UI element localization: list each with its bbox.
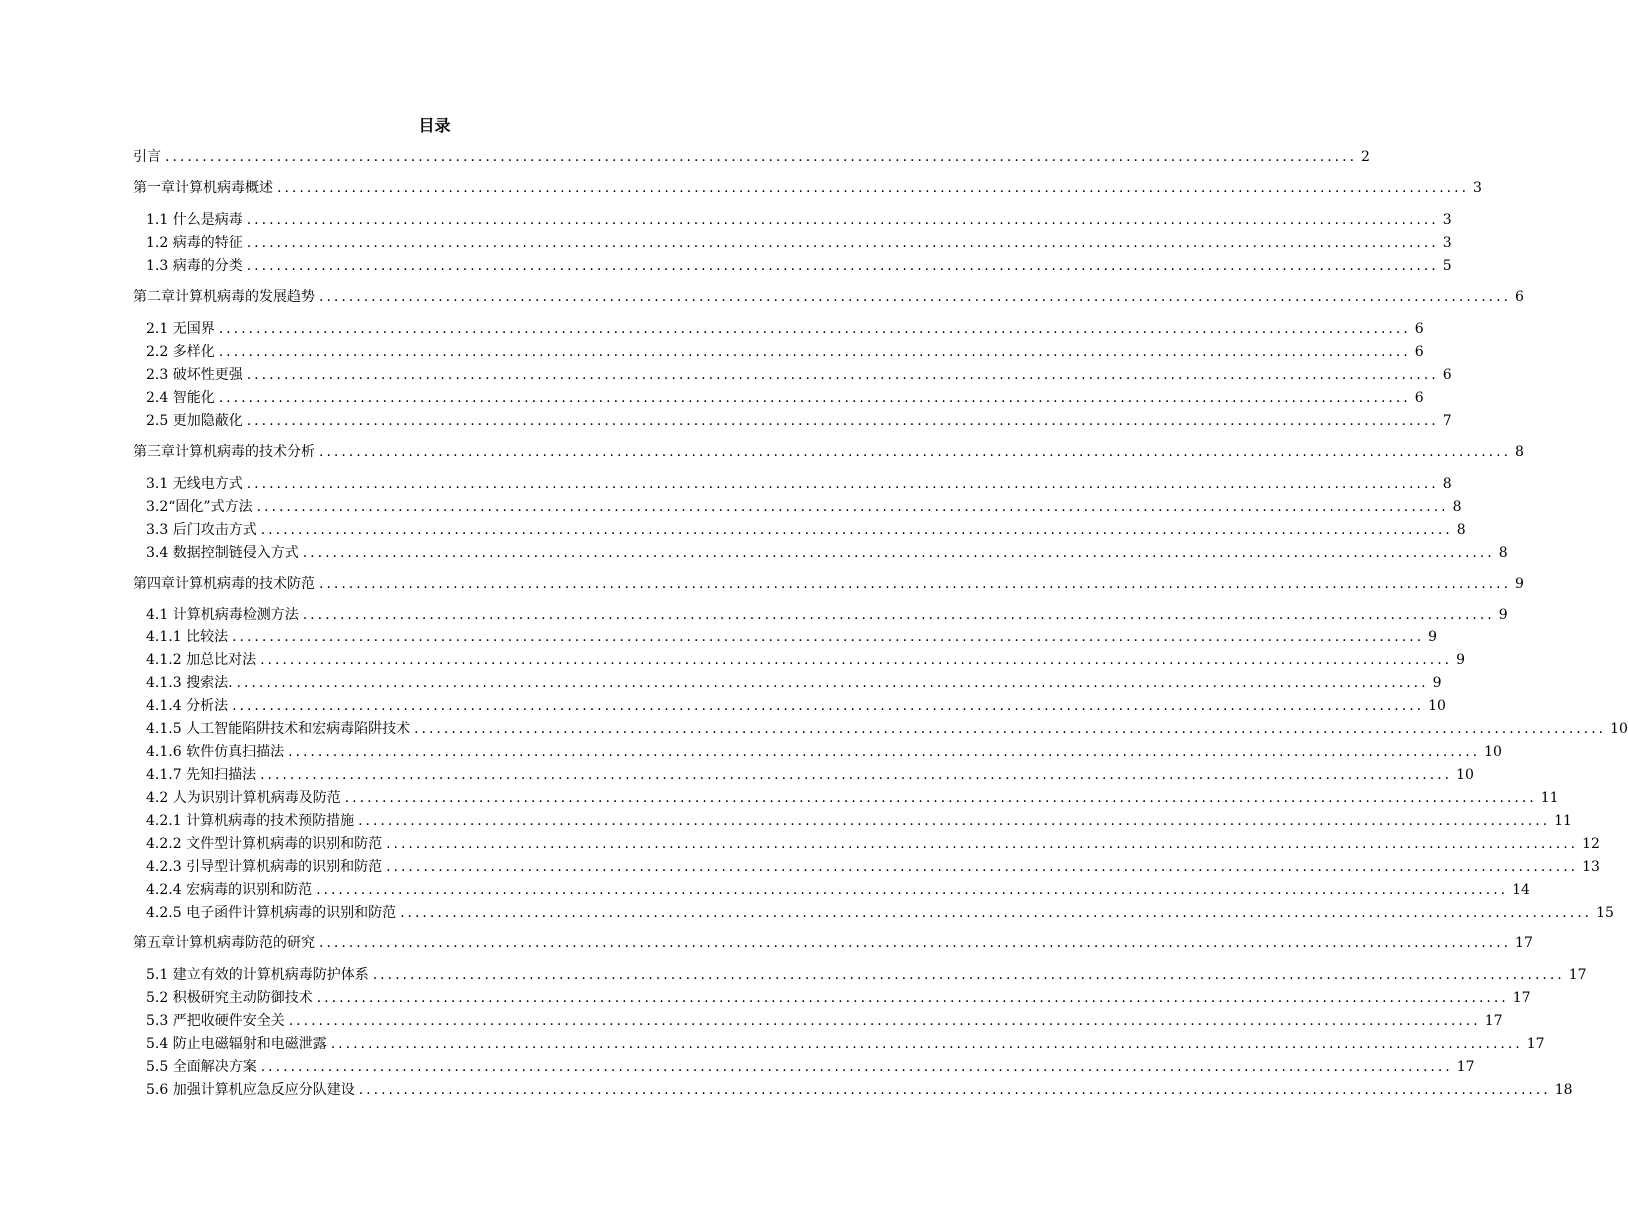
toc-section-row: [146, 1012, 1503, 1030]
toc-page-number: 10: [1428, 698, 1446, 714]
toc-entry-label: 引言: [133, 149, 161, 165]
toc-entry-label: 2.5 更加隐蔽化: [146, 413, 243, 429]
toc-chapter-row: [133, 934, 1533, 952]
toc-page-number: 8: [1452, 499, 1462, 515]
toc-entry-label: 2.3 破坏性更强: [146, 367, 243, 383]
toc-entry-label: 5.6 加强计算机应急反应分队建设: [146, 1082, 355, 1098]
toc-section-row: [146, 320, 1424, 338]
toc-section-row: [146, 966, 1587, 984]
toc-entry-label: 5.5 全面解决方案: [146, 1059, 257, 1075]
toc-leader-dots: ................................................................................................................................................................: [218, 344, 1411, 360]
toc-page-number: 17: [1456, 1059, 1475, 1075]
toc-leader-dots: ................................................................................................................................................................: [218, 390, 1411, 406]
toc-page-number: 14: [1512, 882, 1530, 898]
toc-page-number: 10: [1484, 744, 1502, 760]
toc-leader-dots: ................................................................................................................................................................: [260, 1059, 1453, 1075]
toc-leader-dots: ................................................................................................................................................................: [165, 149, 1358, 165]
toc-section-row: [146, 1081, 1573, 1099]
toc-leader-dots: ................................................................................................................................................................: [319, 444, 1512, 460]
toc-title: 目录: [418, 116, 451, 135]
toc-entry-label: 第一章计算机病毒概述: [133, 180, 273, 196]
toc-page-number: 3: [1473, 180, 1482, 196]
toc-page-number: 17: [1484, 1013, 1503, 1029]
toc-page-number: 18: [1554, 1082, 1573, 1098]
toc-page-number: 9: [1428, 629, 1438, 645]
toc-leader-dots: ................................................................................................................................................................: [277, 180, 1470, 196]
toc-entry-label: 5.1 建立有效的计算机病毒防护体系: [146, 967, 369, 983]
toc-leader-dots: ................................................................................................................................................................: [344, 790, 1537, 806]
toc-entry-label: 第三章计算机病毒的技术分析: [133, 444, 315, 460]
toc-entry-label: 3.2“固化”式方法: [146, 499, 253, 515]
toc-page-number: 9: [1432, 675, 1442, 691]
toc-page-number: 8: [1515, 444, 1524, 460]
toc-leader-dots: ................................................................................................................................................................: [319, 935, 1512, 951]
toc-page-number: 17: [1512, 990, 1531, 1006]
toc-leader-dots: ................................................................................................................................................................: [316, 990, 1509, 1006]
toc-section-row: [146, 628, 1438, 646]
toc-page-number: 9: [1456, 652, 1466, 668]
toc-leader-dots: ................................................................................................................................................................: [236, 675, 1429, 691]
toc-leader-dots: ................................................................................................................................................................: [319, 576, 1512, 592]
toc-page-number: 11: [1540, 790, 1559, 806]
toc-leader-dots: ................................................................................................................................................................: [288, 744, 1481, 760]
toc-chapter-row: [133, 575, 1524, 593]
toc-entry-label: 4.2.2 文件型计算机病毒的识别和防范: [146, 836, 383, 852]
toc-chapter-row: [133, 148, 1370, 166]
toc-section-row: [146, 389, 1424, 407]
toc-leader-dots: ................................................................................................................................................................: [386, 836, 1579, 852]
toc-leader-dots: ................................................................................................................................................................: [316, 882, 1509, 898]
toc-entry-label: 3.4 数据控制链侵入方式: [146, 545, 299, 561]
toc-entry-label: 第五章计算机病毒防范的研究: [133, 935, 315, 951]
toc-entry-label: 5.3 严把收硬件安全关: [146, 1013, 285, 1029]
toc-entry-label: 2.4 智能化: [146, 390, 215, 406]
toc-page-number: 5: [1442, 258, 1452, 274]
toc-leader-dots: ................................................................................................................................................................: [218, 321, 1411, 337]
toc-chapter-row: [133, 179, 1482, 197]
toc-section-row: [146, 743, 1502, 761]
toc-leader-dots: ................................................................................................................................................................: [246, 476, 1439, 492]
toc-page-number: 17: [1568, 967, 1587, 983]
toc-entry-label: 4.2 人为识别计算机病毒及防范: [146, 790, 341, 806]
toc-leader-dots: ................................................................................................................................................................: [256, 499, 1449, 515]
toc-section-row: [146, 521, 1466, 539]
toc-section-row: [146, 343, 1424, 361]
toc-page-number: 3: [1442, 212, 1452, 228]
toc-page-number: 12: [1582, 836, 1600, 852]
toc-section-row: [146, 858, 1600, 876]
toc-leader-dots: ................................................................................................................................................................: [330, 1036, 1523, 1052]
toc-page-number: 10: [1456, 767, 1474, 783]
toc-entry-label: 4.1.2 加总比对法: [146, 652, 257, 668]
toc-page-number: 17: [1526, 1036, 1545, 1052]
toc-page-number: 3: [1442, 235, 1452, 251]
toc-section-row: [146, 366, 1452, 384]
toc-entry-label: 2.1 无国界: [146, 321, 215, 337]
toc-entry-label: 2.2 多样化: [146, 344, 215, 360]
toc-entry-label: 5.4 防止电磁辐射和电磁泄露: [146, 1036, 327, 1052]
toc-leader-dots: ................................................................................................................................................................: [400, 905, 1593, 921]
toc-leader-dots: ................................................................................................................................................................: [358, 813, 1551, 829]
toc-leader-dots: ................................................................................................................................................................: [288, 1013, 1481, 1029]
toc-page-number: 13: [1582, 859, 1600, 875]
toc-section-row: [146, 1035, 1545, 1053]
toc-leader-dots: ................................................................................................................................................................: [246, 413, 1439, 429]
toc-leader-dots: ................................................................................................................................................................: [386, 859, 1579, 875]
toc-leader-dots: ................................................................................................................................................................: [260, 522, 1453, 538]
toc-chapter-row: [133, 288, 1524, 306]
toc-section-row: [146, 904, 1614, 922]
toc-entry-label: 1.1 什么是病毒: [146, 212, 243, 228]
toc-entry-label: 1.3 病毒的分类: [146, 258, 243, 274]
toc-page-number: 8: [1456, 522, 1466, 538]
toc-leader-dots: ................................................................................................................................................................: [302, 545, 1495, 561]
toc-entry-label: 4.1.4 分析法: [146, 698, 229, 714]
toc-entry-label: 第四章计算机病毒的技术防范: [133, 576, 315, 592]
toc-section-row: [146, 697, 1446, 715]
toc-entry-label: 4.2.1 计算机病毒的技术预防措施: [146, 813, 355, 829]
toc-entry-label: 5.2 积极研究主动防御技术: [146, 990, 313, 1006]
toc-entry-label: 4.2.4 宏病毒的识别和防范: [146, 882, 313, 898]
toc-leader-dots: ................................................................................................................................................................: [414, 721, 1607, 737]
toc-section-row: [146, 211, 1452, 229]
toc-page-number: 17: [1515, 935, 1533, 951]
toc-section-row: [146, 674, 1442, 692]
toc-section-row: [146, 1058, 1475, 1076]
toc-leader-dots: ................................................................................................................................................................: [232, 629, 1425, 645]
toc-entry-label: 4.1.1 比较法: [146, 629, 229, 645]
toc-leader-dots: ................................................................................................................................................................: [260, 652, 1453, 668]
toc-leader-dots: ................................................................................................................................................................: [319, 289, 1512, 305]
toc-leader-dots: ................................................................................................................................................................: [246, 235, 1439, 251]
toc-section-row: [146, 651, 1466, 669]
toc-page-number: 6: [1414, 390, 1424, 406]
toc-leader-dots: ................................................................................................................................................................: [372, 967, 1565, 983]
toc-page-number: 2: [1361, 149, 1370, 165]
toc-section-row: [146, 766, 1474, 784]
toc-entry-label: 4.1.7 先知扫描法: [146, 767, 257, 783]
toc-leader-dots: ................................................................................................................................................................: [246, 367, 1439, 383]
toc-section-row: [146, 989, 1531, 1007]
toc-section-row: [146, 412, 1452, 430]
toc-page-number: 6: [1414, 321, 1424, 337]
toc-section-row: [146, 789, 1559, 807]
toc-section-row: [146, 475, 1452, 493]
toc-page-number: 6: [1414, 344, 1424, 360]
toc-leader-dots: ................................................................................................................................................................: [302, 607, 1495, 623]
toc-section-row: [146, 720, 1628, 738]
toc-leader-dots: ................................................................................................................................................................: [246, 258, 1439, 274]
toc-page-number: 6: [1442, 367, 1452, 383]
toc-page-number: 9: [1515, 576, 1524, 592]
toc-entry-label: 4.2.3 引导型计算机病毒的识别和防范: [146, 859, 383, 875]
toc-section-row: [146, 812, 1572, 830]
toc-entry-label: 3.1 无线电方式: [146, 476, 243, 492]
toc-entry-label: 4.1 计算机病毒检测方法: [146, 607, 299, 623]
toc-entry-label: 4.2.5 电子函件计算机病毒的识别和防范: [146, 905, 397, 921]
toc-section-row: [146, 498, 1462, 516]
toc-page-number: 10: [1610, 721, 1628, 737]
toc-leader-dots: ................................................................................................................................................................: [232, 698, 1425, 714]
toc-chapter-row: [133, 443, 1524, 461]
toc-section-row: [146, 234, 1452, 252]
toc-section-row: [146, 257, 1452, 275]
toc-section-row: [146, 544, 1508, 562]
toc-page-number: 7: [1442, 413, 1452, 429]
toc-leader-dots: ................................................................................................................................................................: [260, 767, 1453, 783]
toc-section-row: [146, 606, 1508, 624]
toc-section-row: [146, 881, 1530, 899]
toc-entry-label: 1.2 病毒的特征: [146, 235, 243, 251]
toc-entry-label: 4.1.5 人工智能陷阱技术和宏病毒陷阱技术: [146, 721, 411, 737]
toc-entry-label: 4.1.6 软件仿真扫描法: [146, 744, 285, 760]
toc-entry-label: 3.3 后门攻击方式: [146, 522, 257, 538]
toc-page-number: 15: [1596, 905, 1614, 921]
toc-page-number: 9: [1498, 607, 1508, 623]
toc-page-number: 11: [1554, 813, 1572, 829]
toc-entry-label: 4.1.3 搜索法.: [146, 675, 233, 691]
toc-leader-dots: ................................................................................................................................................................: [358, 1082, 1551, 1098]
toc-leader-dots: ................................................................................................................................................................: [246, 212, 1439, 228]
toc-page-number: 6: [1515, 289, 1524, 305]
toc-page-number: 8: [1498, 545, 1508, 561]
toc-section-row: [146, 835, 1600, 853]
toc-page-number: 8: [1442, 476, 1452, 492]
toc-entry-label: 第二章计算机病毒的发展趋势: [133, 289, 315, 305]
